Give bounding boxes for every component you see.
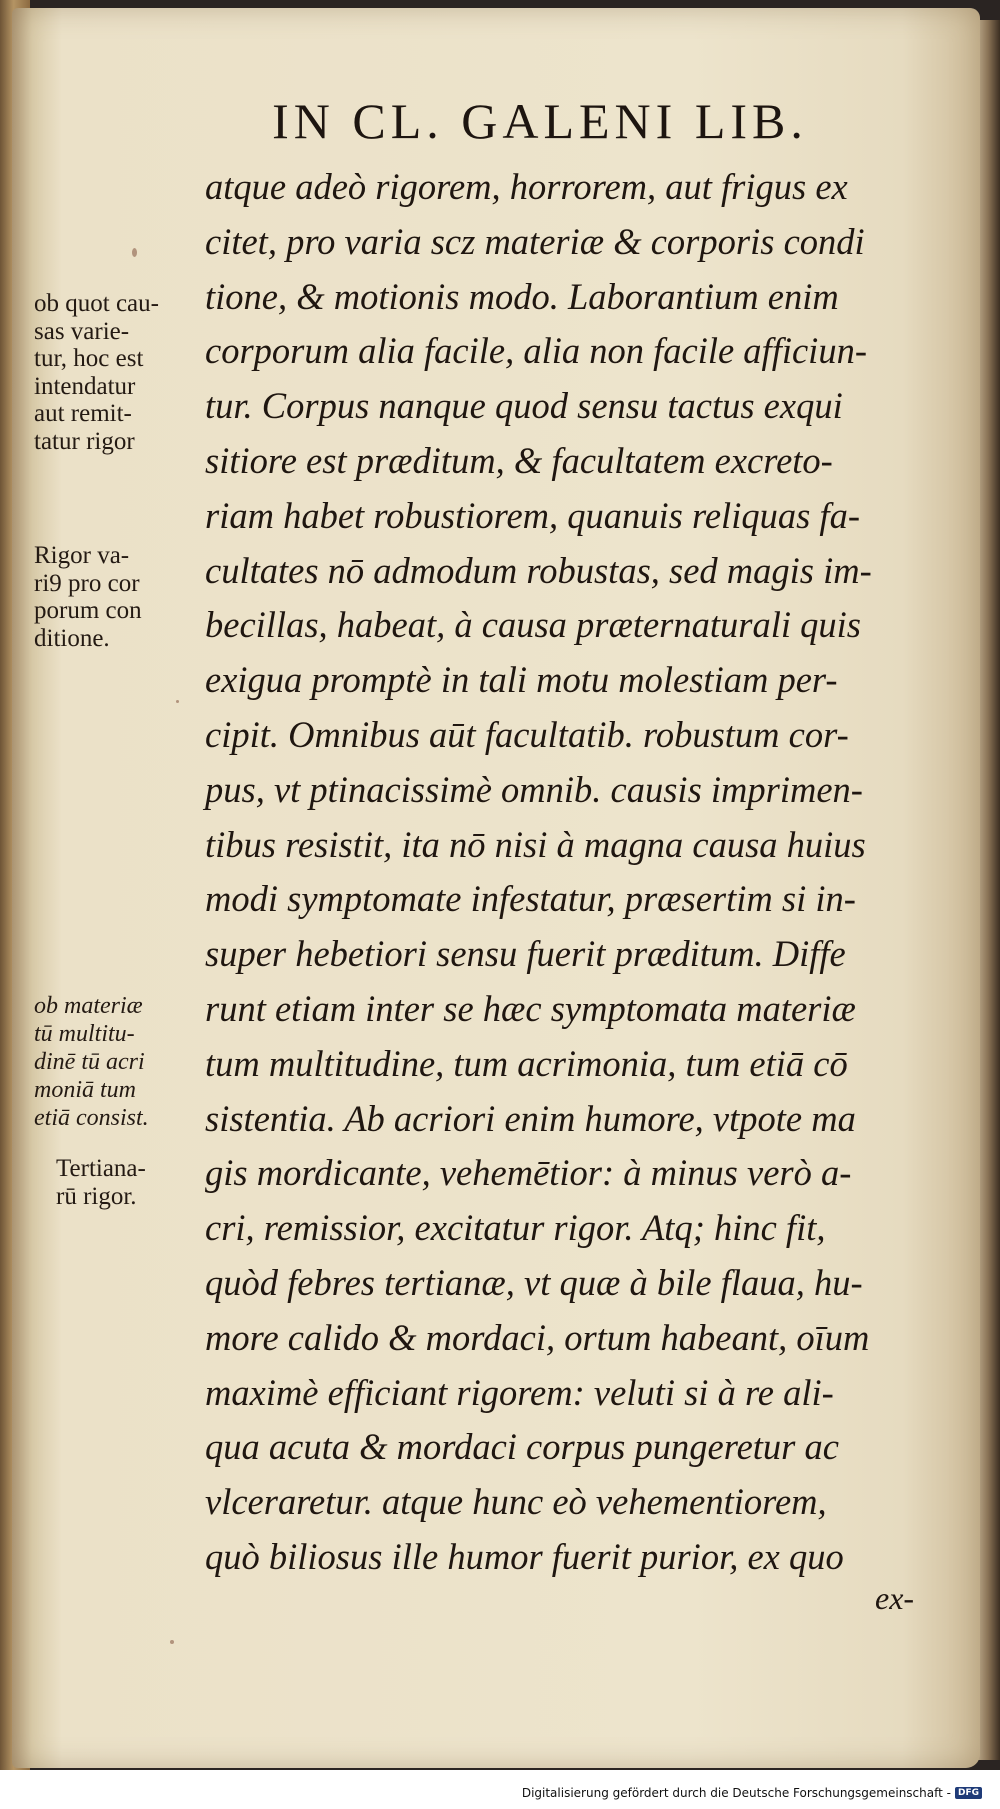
text-line: qua acuta & mordaci corpus pungeretur ac — [205, 1426, 839, 1468]
credit-text: Digitalisierung gefördert durch die Deutsche Forschungsgemeinschaft - — [521, 1786, 951, 1800]
note-line: sas varie- — [34, 317, 130, 345]
text-line: cri, remissior, excitatur rigor. Atq; hinc fit, — [205, 1207, 826, 1249]
text-line: vlceraretur. atque hunc eò vehementiorem, — [205, 1481, 827, 1523]
digitization-credit — [522, 1786, 982, 1800]
running-head: IN CL. GALENI LIB. — [272, 93, 808, 149]
text-line: citet, pro varia scz materiæ & corporis condi — [205, 220, 865, 262]
note-line: ditione. — [34, 624, 110, 652]
text-line: riam habet robustiorem, quanuis reliquas fa- — [205, 494, 860, 536]
note-line: ob materiæ — [34, 993, 143, 1019]
text-line: tur. Corpus nanque quod sensu tactus exqui — [205, 385, 843, 427]
text-line: super hebetiori sensu fuerit præditum. Diffe — [205, 933, 846, 975]
marginal-note — [34, 992, 204, 1132]
note-line: ob quot cau- — [34, 290, 159, 317]
note-line: intendatur — [34, 372, 136, 400]
note-line: dinē tū acri — [34, 1049, 145, 1075]
text-line: modi symptomate infestatur, præsertim si in- — [205, 878, 856, 920]
note-line: porum con — [34, 597, 142, 624]
text-line: cipit. Omnibus aūt facultatib. robustum cor- — [205, 713, 849, 755]
text-line: quòd febres tertianæ, vt quæ à bile flaua, hu- — [205, 1261, 863, 1303]
note-line: ri9 pro cor — [34, 569, 140, 597]
marginal-note — [34, 290, 204, 455]
text-line: tum multitudine, tum acrimonia, tum etiā cō — [205, 1042, 848, 1084]
text-line: maximè efficiant rigorem: veluti si à re ali- — [205, 1371, 834, 1413]
dfg-logo: DFG — [955, 1787, 982, 1799]
text-line: corporum alia facile, alia non facile afficiun- — [205, 330, 867, 372]
text-line: tibus resistit, ita nō nisi à magna causa huius — [205, 823, 866, 865]
text-line: gis mordicante, vehemētior: à minus verò a- — [205, 1152, 852, 1194]
note-line: tatur rigor — [34, 427, 135, 455]
catchword: ex- — [875, 1580, 915, 1616]
paper-speck — [170, 1640, 174, 1644]
text-line: sistentia. Ab acriori enim humore, vtpote ma — [205, 1097, 856, 1139]
note-line: rū rigor. — [56, 1182, 137, 1210]
text-line: tione, & motionis modo. Laborantium enim — [205, 275, 839, 317]
note-line: Tertiana- — [56, 1155, 146, 1182]
text-line: exigua promptè in tali motu molestiam per- — [205, 659, 838, 701]
text-line: atque adeò rigorem, horrorem, aut frigus ex — [205, 166, 848, 207]
note-line: moniā tum — [34, 1077, 136, 1103]
note-line: tur, hoc est — [34, 345, 144, 372]
note-line: etiā consist. — [34, 1105, 149, 1131]
paper-speck — [132, 248, 137, 257]
text-line: more calido & mordaci, ortum habeant, oīum — [205, 1316, 870, 1358]
text-line: quò biliosus ille humor fuerit purior, ex quo — [205, 1535, 844, 1577]
text-line: runt etiam inter se hæc symptomata materiæ — [205, 987, 856, 1029]
marginal-note — [56, 1155, 226, 1210]
note-line: tū multitu- — [34, 1021, 135, 1047]
text-line: becillas, habeat, à causa præternaturali quis — [205, 604, 861, 646]
text-line: sitiore est præditum, & facultatem excreto- — [205, 439, 833, 481]
body-text — [205, 160, 940, 1585]
note-line: aut remit- — [34, 400, 132, 427]
marginal-note — [34, 542, 204, 652]
text-line: cultates nō admodum robustas, sed magis im- — [205, 549, 872, 591]
paper-speck — [176, 700, 179, 703]
note-line: Rigor va- — [34, 542, 130, 569]
text-line: pus, vt ptinacissimè omnib. causis imprimen- — [205, 768, 863, 810]
